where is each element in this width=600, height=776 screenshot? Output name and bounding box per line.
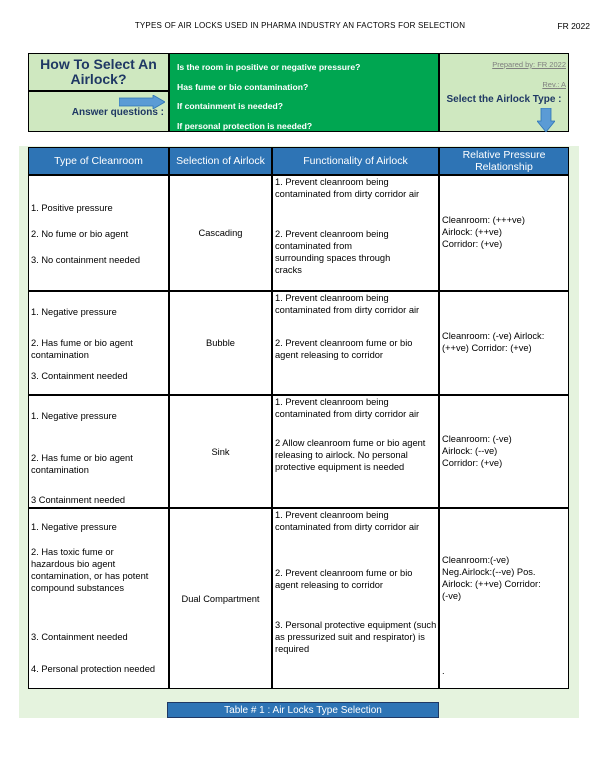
col-header-airlock: Selection of Airlock bbox=[169, 147, 272, 175]
row3-airlock bbox=[169, 395, 272, 508]
row3-function-1: 1. Prevent cleanroom being contaminated from dirty corridor air bbox=[275, 397, 420, 419]
airlock-type-box bbox=[439, 53, 569, 132]
row3-cleanroom-3: 3 Containment needed bbox=[31, 495, 126, 505]
row3-cleanroom-1: 1. Negative pressure bbox=[31, 411, 117, 421]
select-airlock-type: Select the Airlock Type : bbox=[446, 94, 562, 105]
question-containment: If containment is needed? bbox=[177, 101, 284, 111]
question-protection: If personal protection is needed? bbox=[177, 121, 313, 131]
row2-cleanroom-3: 3. Containment needed bbox=[31, 371, 128, 381]
row2-pressure-text: Cleanroom: (-ve) Airlock: (++ve) Corridor: (+ve) bbox=[442, 331, 545, 353]
row2-cleanroom-2: 2. Has fume or bio agent contamination bbox=[31, 338, 133, 360]
table-row-sink-cleanroom bbox=[28, 395, 169, 508]
row2-functionality bbox=[272, 291, 439, 395]
row4-airlock-label: Dual Compartment bbox=[181, 593, 260, 604]
row1-pressure-text: Cleanroom: (+++ve) Airlock: (++ve) Corridor: (+ve) bbox=[442, 215, 525, 249]
row3-functionality bbox=[272, 395, 439, 508]
answer-box bbox=[28, 91, 169, 132]
answer-label: Answer questions : bbox=[71, 107, 164, 118]
question-contamination: Has fume or bio contamination? bbox=[177, 82, 309, 92]
row1-cleanroom-1: 1. Positive pressure bbox=[31, 203, 113, 213]
row2-cleanroom-1: 1. Negative pressure bbox=[31, 307, 117, 317]
row1-cleanroom-2: 2. No fume or bio agent bbox=[31, 229, 129, 239]
row4-pressure-text: Cleanroom:(-ve) Neg.Airlock:(--ve) Pos. Airlock: (++ve) Corridor:(-ve) bbox=[442, 555, 541, 601]
row1-function-2: 2. Prevent cleanroom being contaminated from surrounding spaces through cracks bbox=[275, 229, 391, 275]
row1-airlock-label: Cascading bbox=[198, 228, 243, 238]
row1-function-1: 1. Prevent cleanroom being contaminated from dirty corridor air bbox=[275, 177, 420, 199]
row2-function-1: 1. Prevent cleanroom being contaminated from dirty corridor air bbox=[275, 293, 420, 315]
table-row-bubble-cleanroom bbox=[28, 291, 169, 395]
document-title: TYPES OF AIR LOCKS USED IN PHARMA INDUSTRY AN FACTORS FOR SELECTION bbox=[134, 21, 466, 30]
row2-airlock-label: Bubble bbox=[206, 338, 235, 348]
row1-cleanroom-3: 3. No containment needed bbox=[31, 255, 141, 265]
row1-airlock bbox=[169, 175, 272, 291]
row3-function-2: 2 Allow cleanroom fume or bio agent releasing to airlock. No personal protective equipment is needed bbox=[275, 438, 426, 472]
prepared-by: Prepared by: FR 2022 bbox=[492, 60, 566, 69]
row3-pressure-text: Cleanroom: (-ve) Airlock: (--ve) Corridor: (+ve) bbox=[442, 434, 512, 468]
row3-airlock-label: Sink bbox=[211, 446, 230, 457]
row4-pressure bbox=[439, 508, 569, 689]
row4-function-3: 3. Personal protective equipment (such as pressurized suit and respirator) is required bbox=[275, 620, 437, 654]
questions-box bbox=[169, 53, 439, 132]
row4-functionality bbox=[272, 508, 439, 689]
question-pressure: Is the room in positive or negative pressure? bbox=[177, 62, 361, 72]
row2-airlock bbox=[169, 291, 272, 395]
row4-cleanroom-4: 4. Personal protection needed bbox=[31, 664, 156, 674]
row4-function-1: 1. Prevent cleanroom being contaminated from dirty corridor air bbox=[275, 510, 420, 532]
row4-cleanroom-3: 3. Containment needed bbox=[31, 632, 128, 642]
revision: Rev.: A bbox=[542, 80, 566, 89]
row2-pressure bbox=[439, 291, 569, 395]
row3-cleanroom-2: 2. Has fume or bio agent contamination bbox=[31, 453, 133, 475]
table-caption: Table # 1 : Air Locks Type Selection bbox=[167, 702, 439, 718]
row1-pressure bbox=[439, 175, 569, 291]
row4-function-2: 2. Prevent cleanroom fume or bio agent releasing to corridor bbox=[275, 568, 413, 590]
row4-airlock bbox=[169, 508, 272, 689]
col-header-functionality: Functionality of Airlock bbox=[272, 147, 439, 175]
table-row-dual-cleanroom bbox=[28, 508, 169, 689]
row2-function-2: 2. Prevent cleanroom fume or bio agent releasing to corridor bbox=[275, 338, 413, 360]
col-header-pressure: Relative Pressure Relationship bbox=[439, 147, 569, 175]
row4-pressure-note: . bbox=[442, 666, 445, 676]
row4-cleanroom-1: 1. Negative pressure bbox=[31, 522, 117, 532]
document-date: FR 2022 bbox=[557, 21, 590, 31]
col-header-cleanroom: Type of Cleanroom bbox=[28, 147, 169, 175]
row1-functionality bbox=[272, 175, 439, 291]
selector-title: How To Select An Airlock? bbox=[28, 53, 169, 91]
table-row-cascading-cleanroom bbox=[28, 175, 169, 291]
arrow-down-icon bbox=[537, 108, 555, 132]
row3-pressure bbox=[439, 395, 569, 508]
row4-cleanroom-2: 2. Has toxic fume or hazardous bio agent contamination, or has potent compound substances bbox=[31, 547, 149, 593]
